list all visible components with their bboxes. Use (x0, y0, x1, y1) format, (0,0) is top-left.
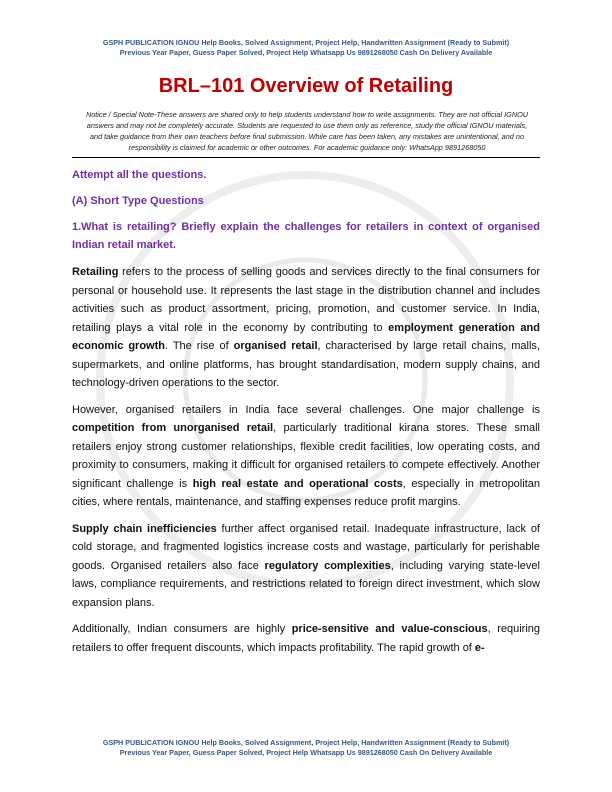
text: Additionally, Indian consumers are highly (72, 623, 292, 635)
text: refers to the process of selling goods and services directly to the final consumers for personal or household use. It represents the last stage in the distribution channel and includes activities such as product assortment, pricing, promotion, and customer service. In India, retailing plays a vital role in the economy by contributing to (72, 266, 540, 334)
instruction: Attempt all the questions. (72, 169, 207, 181)
bold-term: Retailing (72, 266, 119, 278)
paragraph (72, 520, 540, 613)
text: , requiring retailers to offer frequent discounts, which impacts profitability. The rapid growth of (72, 623, 541, 654)
paragraph (72, 620, 540, 657)
divider (72, 157, 540, 158)
bold-term: high real estate and operational costs (192, 477, 403, 490)
text: , including varying state-level laws, compliance requirements, and restrictions related to foreign direct investment, which slow expansion plans. (72, 559, 540, 609)
bold-term: e- (474, 641, 485, 654)
section-heading: (A) Short Type Questions (72, 195, 204, 207)
text: . The rise of (165, 340, 234, 352)
notice-text: Notice / Special Note-These answers are shared only to help students understand how to write assignments. They are not official IGNOU answers and may not be completely accurate. Students are requested to use them only as reference, study the official IGNOU materials, and take guidance from their own teachers before final submission. While care has been taken, any mistakes are unintentional, and no responsibility is claimed for academic or other outcomes. For academic guidance only: WhatsApp 9891268050 (85, 110, 529, 152)
footer-line-2: Previous Year Paper, Guess Paper Solved, Project Help Whatsapp Us 9891268050 Cash On Delivery Available (119, 748, 493, 757)
paragraph (72, 263, 540, 393)
text: further affect organised retail. Inadequate infrastructure, lack of cold storage, and fragmented logistics increase costs and wastage, particularly for perishable goods. Organised retailers also face (72, 522, 540, 572)
page-footer (0, 738, 612, 758)
page-title: BRL–101 Overview of Retailing (158, 75, 454, 97)
bold-term: price-sensitive and value-conscious (291, 623, 488, 635)
text: , especially in metropolitan cities, where rentals, maintenance, and staffing expenses reduce profit margins. (72, 477, 540, 508)
footer-line-1: GSPH PUBLICATION IGNOU Help Books, Solved Assignment, Project Help, Handwritten Assignment (Ready to Submit) (102, 738, 510, 747)
text: However, organised retailers in India face several challenges. One major challenge is (72, 403, 540, 416)
question-heading: 1.What is retailing? Briefly explain the challenges for retailers in context of organised Indian retail market. (72, 221, 540, 251)
bold-term: competition from unorganised retail (72, 422, 274, 434)
bold-term: regulatory complexities (264, 559, 391, 572)
page-content (72, 166, 540, 665)
page-header (0, 38, 612, 58)
bold-term: organised retail (233, 340, 318, 352)
paragraph (72, 401, 540, 512)
header-line-2: Previous Year Paper, Guess Paper Solved, Project Help Whatsapp Us 9891268050 Cash On Delivery Available (119, 48, 493, 57)
bold-term: Supply chain inefficiencies (72, 522, 217, 535)
text: , characterised by large retail chains, malls, supermarkets, and online platforms, has brought standardisation, modern supply chains, and technology-driven operations to the sector. (72, 340, 540, 389)
header-line-1: GSPH PUBLICATION IGNOU Help Books, Solved Assignment, Project Help, Handwritten Assignment (Ready to Submit) (102, 38, 510, 47)
text: , particularly traditional kirana stores. These small retailers enjoy strong customer relationships, flexible credit facilities, low operating costs, and proximity to consumers, making it difficult for organised retailers to compete effectively. Another significant challenge is (72, 422, 540, 490)
bold-term: employment generation and economic growth (72, 321, 540, 352)
